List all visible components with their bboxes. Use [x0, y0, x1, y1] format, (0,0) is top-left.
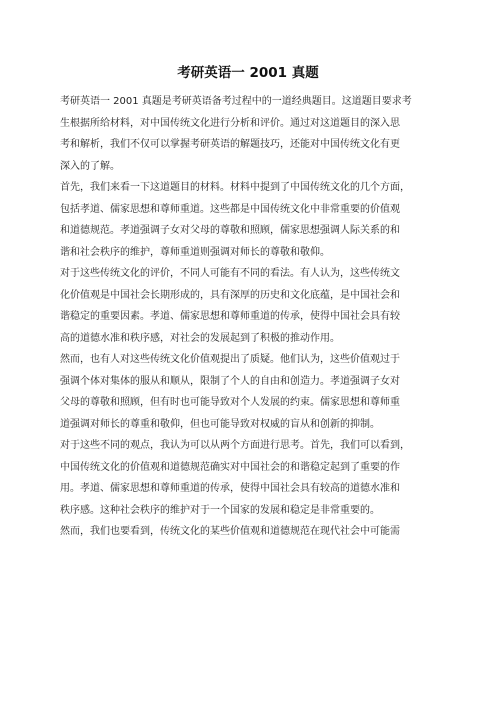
text-line: 然而，我们也要看到，传统文化的某些价值观和道德规范在现代社会中可能需	[60, 526, 400, 537]
text-line: 考和解析，我们不仅可以掌握考研英语的解题技巧，还能对中国传统文化有更	[60, 139, 400, 150]
text-line: 生根据所给材料，对中国传统文化进行分析和评价。通过对这道题目的深入思	[60, 117, 400, 129]
text-line: 强调个体对集体的服从和顺从，限制了个人的自由和创造力。孝道强调子女对	[60, 375, 400, 387]
text-line: 对于这些传统文化的评价，不同人可能有不同的看法。有人认为，这些传统文	[60, 268, 400, 279]
text-line: 然而，也有人对这些传统文化价值观提出了质疑。他们认为，这些价值观过于	[60, 354, 400, 365]
text-line: 中国传统文化的价值观和道德规范确实对中国社会的和谐稳定起到了重要的作	[60, 461, 400, 473]
document-body	[60, 91, 438, 543]
text-line: 谐和社会秩序的维护，尊师重道则强调对师长的尊敬和敬仰。	[60, 246, 330, 258]
text-line: 深入的了解。	[60, 160, 120, 172]
text-line: 高的道德水准和秩序感，对社会的发展起到了积极的推动作用。	[60, 332, 340, 344]
text-line: 用。孝道、儒家思想和尊师重道的传承，使得中国社会具有较高的道德水准和	[60, 483, 400, 494]
text-line: 道强调对师长的尊重和敬仰，但也可能导致对权威的盲从和创新的抑制。	[60, 418, 380, 430]
text-line: 秩序感。这种社会秩序的维护对于一个国家的发展和稳定是非常重要的。	[60, 504, 380, 516]
text-line: 父母的尊敬和照顾，但有时也可能导致对个人发展的约束。儒家思想和尊师重	[60, 397, 400, 408]
text-line: 考研英语一 2001 真题是考研英语备考过程中的一道经典题目。这道题目要求考	[60, 96, 412, 107]
text-line: 包括孝道、儒家思想和尊师重道。这些都是中国传统文化中非常重要的价值观	[60, 203, 400, 215]
text-line: 对于这些不同的观点，我认为可以从两个方面进行思考。首先，我们可以看到，	[60, 440, 410, 451]
text-line: 首先，我们来看一下这道题目的材料。材料中提到了中国传统文化的几个方面，	[60, 182, 410, 193]
text-line: 和道德规范。孝道强调子女对父母的尊敬和照顾，儒家思想强调人际关系的和	[60, 225, 400, 236]
text-line: 谐稳定的重要因素。孝道、儒家思想和尊师重道的传承，使得中国社会具有较	[60, 311, 400, 322]
document-title: 考研英语一 2001 真题	[177, 65, 319, 81]
text-line: 化价值观是中国社会长期形成的，具有深厚的历史和文化底蕴，是中国社会和	[60, 289, 400, 301]
